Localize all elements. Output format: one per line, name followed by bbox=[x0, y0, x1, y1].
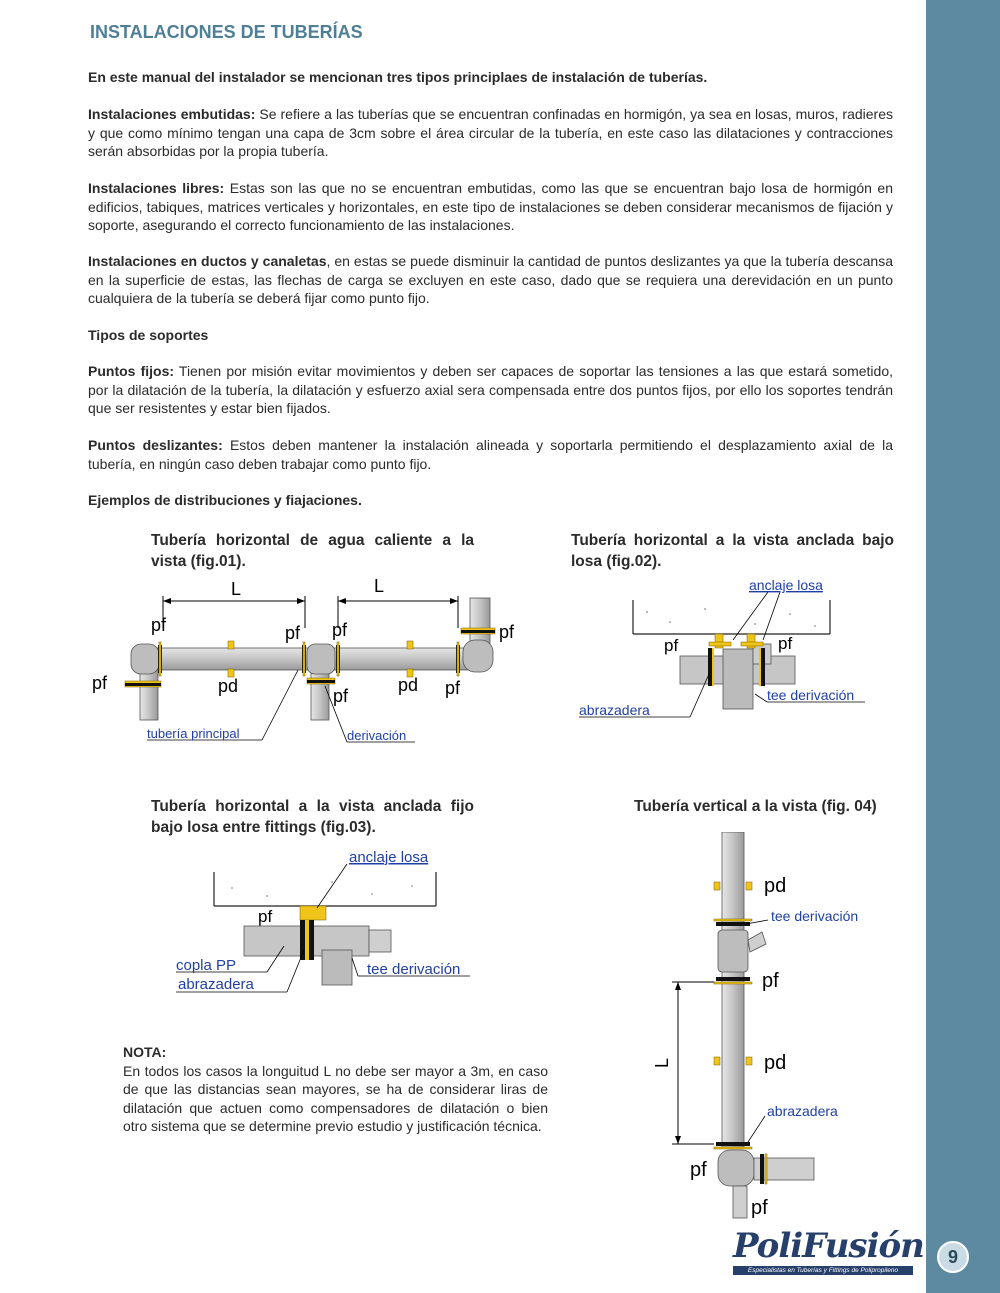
fig01-L2-label: L bbox=[373, 576, 385, 596]
fig02-diagram bbox=[575, 574, 875, 722]
nota-heading: NOTA: bbox=[123, 1044, 167, 1060]
logo-tagline: Especialistas en Tuberías y Fittings de Polipropileno bbox=[733, 1266, 913, 1275]
deslizantes-label: Puntos deslizantes: bbox=[88, 437, 223, 453]
libres-paragraph bbox=[88, 179, 893, 235]
fig01-pf-label: pf bbox=[333, 686, 349, 706]
fig03-diagram bbox=[172, 846, 482, 996]
polifusion-logo bbox=[733, 1226, 924, 1275]
fig04-title: Tubería vertical a la vista (fig. 04) bbox=[634, 798, 877, 815]
fig01-diagram bbox=[85, 568, 535, 750]
fig01-pf-label: pf bbox=[151, 615, 167, 635]
libres-label: Instalaciones libres: bbox=[88, 180, 225, 196]
fig01-title: Tubería horizontal de agua caliente a la vista (fig.01). bbox=[151, 532, 474, 570]
fijos-paragraph bbox=[88, 362, 893, 418]
fig04-abrazadera-label: abrazadera bbox=[767, 1103, 838, 1119]
fig04-L-label: L bbox=[652, 1057, 672, 1069]
fig01-derivacion-label: derivación bbox=[347, 728, 407, 743]
fig02-tee-label: tee derivación bbox=[767, 687, 855, 703]
ejemplos-heading: Ejemplos de distribuciones y fiajaciones. bbox=[88, 492, 362, 508]
fijos-label: Puntos fijos: bbox=[88, 363, 175, 379]
ductos-text: , en estas se puede disminuir la cantidad de puntos deslizantes ya que la tubería descansa en la superficie de estas, las flechas de carga se excluyen en este caso, dado que se requiera una derevidación en un punto cualquiera de la tubería se deberá fijar como punto fijo. bbox=[88, 253, 893, 306]
fig03-tee-label: tee derivación bbox=[367, 961, 461, 978]
fig02-abrazadera-label: abrazadera bbox=[579, 702, 650, 718]
fig01-L-label: L bbox=[230, 579, 242, 599]
fig02-pf-label: pf bbox=[664, 636, 679, 655]
fig02-anclaje-label: anclaje losa bbox=[749, 577, 823, 593]
fig03-copla-label: copla PP bbox=[176, 957, 237, 974]
ductos-label: Instalaciones en ductos y canaletas bbox=[88, 253, 327, 269]
page-number: 9 bbox=[937, 1241, 969, 1273]
fig02-pf-label: pf bbox=[778, 634, 793, 653]
fig01-pf-label: pf bbox=[499, 622, 515, 642]
fig03-anclaje-label: anclaje losa bbox=[349, 849, 429, 866]
libres-text: Estas son las que no se encuentran embutidas, como las que se encuentran bajo losa de hormigón en edificios, tabiques, matrices verticales y horizontales, en este tipo de instalaciones se deben considerar mecanismos de fijación y soporte, asegurando el correcto funcionamiento de las instalaciones. bbox=[88, 180, 894, 233]
fig01-pf-label: pf bbox=[92, 673, 108, 693]
fig04-tee-label: tee derivación bbox=[771, 908, 859, 924]
fig03-abrazadera-label: abrazadera bbox=[178, 976, 254, 993]
fig04-pd-label: pd bbox=[764, 1052, 787, 1074]
fig01-pf-label: pf bbox=[332, 620, 348, 640]
fig01-pd-label: pd bbox=[398, 675, 419, 695]
deslizantes-text: Estos deben mantener la instalación alineada y soportarla permitiendo el desplazamiento axial de la tubería, en ningún caso deben trabajar como punto fijo. bbox=[88, 437, 894, 472]
fig04-pf-label: pf bbox=[751, 1197, 768, 1219]
logo-name: PoliFusión bbox=[733, 1226, 924, 1266]
fig03-title: Tubería horizontal a la vista anclada fijo bajo losa entre fittings (fig.03). bbox=[151, 798, 474, 836]
fig02-title: Tubería horizontal a la vista anclada bajo losa (fig.02). bbox=[571, 532, 894, 570]
fig01-pf-label: pf bbox=[445, 678, 461, 698]
fig04-pd-label: pd bbox=[764, 875, 787, 897]
ductos-paragraph bbox=[88, 252, 893, 308]
embutidas-text: Se refiere a las tuberías que se encuentran confinadas en hormigón, ya sea en losas, muros, radieres y que como mínimo tengan una capa de 3cm sobre el área circular de la tubería, en este caso las dilataciones y contracciones serán absorbidas por la propia tubería. bbox=[88, 106, 893, 159]
fig04-diagram bbox=[650, 832, 870, 1224]
embutidas-paragraph bbox=[88, 105, 893, 161]
nota-text: En todos los casos la longuitud L no debe ser mayor a 3m, en caso de que las distancias sean mayores, se ha de considerar liras de dilatación que actuen como compensadores de dilatación o bien otro sistema que se determine previo estudio y justificación técnica. bbox=[123, 1062, 548, 1134]
fig03-pf-label: pf bbox=[258, 907, 273, 926]
fijos-text: Tienen por misión evitar movimientos y deben ser capaces de soportar las tensiones a las que estará sometido, por la dilatación de la tubería, la dilatación y esfuerzo axial sera compensada entre dos puntos fijos, por ello los soportes tendrán que ser resistentes y estar bien fijados. bbox=[88, 363, 893, 416]
deslizantes-paragraph bbox=[88, 436, 893, 473]
page-title: INSTALACIONES DE TUBERÍAS bbox=[90, 22, 363, 42]
sidebar-band bbox=[926, 0, 1000, 1293]
fig04-pf-label: pf bbox=[762, 970, 779, 992]
embutidas-label: Instalaciones embutidas: bbox=[88, 106, 256, 122]
fig01-pf-label: pf bbox=[285, 623, 301, 643]
fig04-pf-label: pf bbox=[690, 1159, 707, 1181]
soportes-heading: Tipos de soportes bbox=[88, 327, 209, 343]
nota-box bbox=[123, 1043, 548, 1136]
fig01-principal-label: tubería principal bbox=[147, 726, 240, 741]
fig01-pd-label: pd bbox=[218, 676, 239, 696]
intro-paragraph: En este manual del instalador se mencionan tres tipos principlaes de instalación de tuberías. bbox=[88, 69, 708, 85]
